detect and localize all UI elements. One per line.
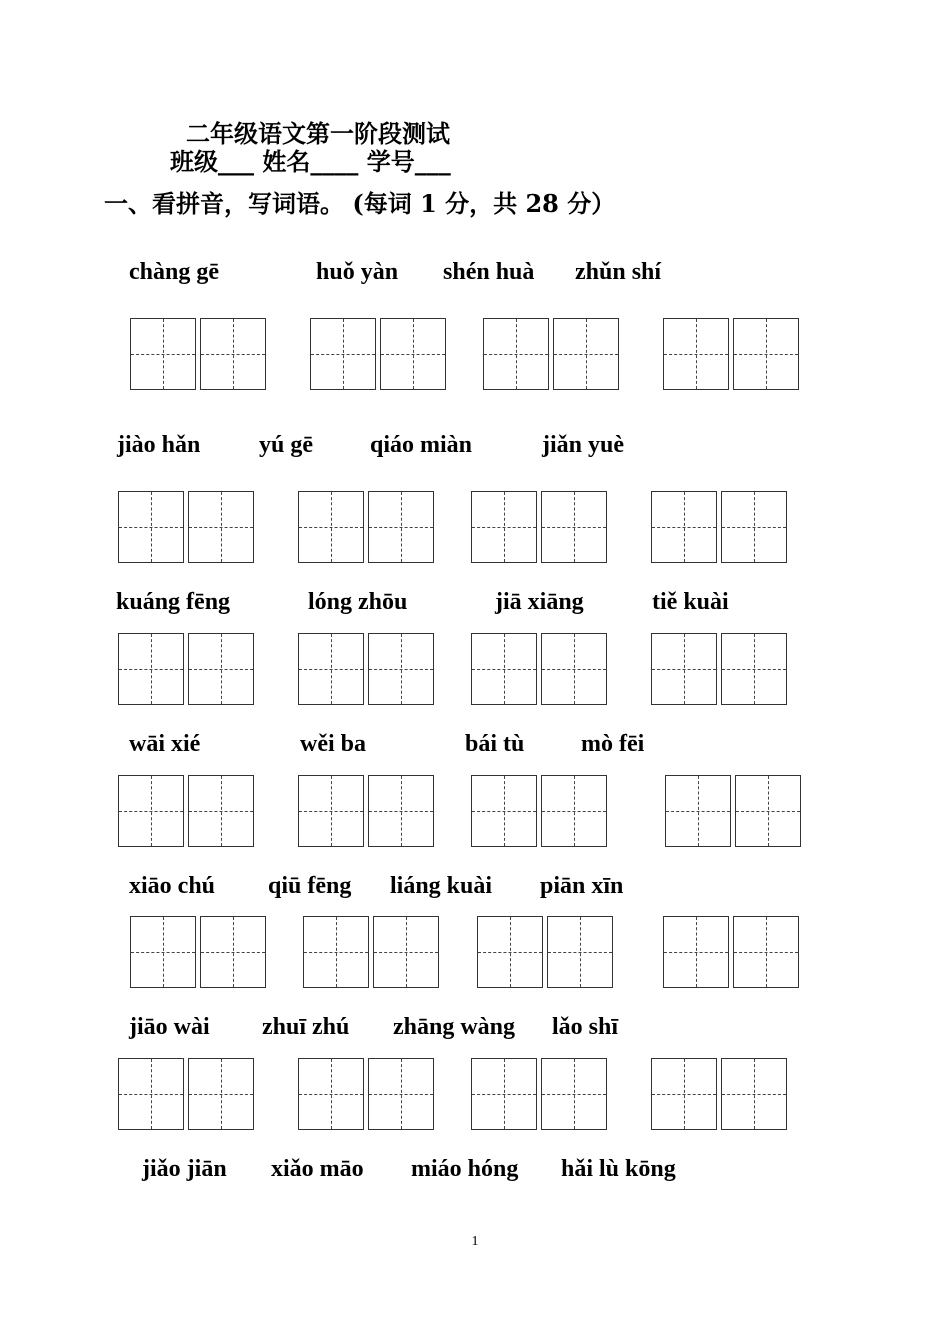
writing-grid-box[interactable] (368, 1058, 434, 1130)
writing-grid-box[interactable] (651, 633, 717, 705)
writing-grid-box[interactable] (541, 491, 607, 563)
pinyin-word: shén huà (443, 259, 535, 285)
writing-grid-box[interactable] (368, 775, 434, 847)
writing-grid-box[interactable] (665, 775, 731, 847)
pinyin-word: wěi ba (300, 731, 366, 757)
pinyin-word: jiāo wài (129, 1014, 210, 1040)
writing-grid-box[interactable] (373, 916, 439, 988)
pinyin-word: bái tù (465, 731, 525, 757)
page-number: 1 (471, 1234, 479, 1249)
pinyin-word: zhǔn shí (575, 259, 662, 285)
writing-grid-box[interactable] (188, 775, 254, 847)
writing-grid-box[interactable] (541, 633, 607, 705)
writing-grid-box[interactable] (553, 318, 619, 390)
page-title: 二年级语文第一阶段测试 (186, 119, 450, 148)
pinyin-word: lóng zhōu (308, 589, 408, 615)
writing-grid-box[interactable] (118, 633, 184, 705)
pinyin-word: zhuī zhú (262, 1014, 350, 1040)
writing-grid-box[interactable] (118, 1058, 184, 1130)
pinyin-word: chàng gē (129, 259, 219, 285)
writing-grid-box[interactable] (471, 491, 537, 563)
writing-grid-box[interactable] (663, 318, 729, 390)
pinyin-word: huǒ yàn (316, 259, 399, 285)
writing-grid-box[interactable] (303, 916, 369, 988)
writing-grid-box[interactable] (298, 491, 364, 563)
writing-grid-box[interactable] (188, 491, 254, 563)
student-info-line (170, 142, 451, 177)
pinyin-word: yú gē (259, 432, 313, 458)
pinyin-word: xiāo chú (129, 873, 216, 899)
pinyin-word: miáo hóng (411, 1156, 519, 1182)
writing-grid-box[interactable] (368, 491, 434, 563)
pinyin-word: jiǎn yuè (542, 432, 625, 458)
writing-grid-box[interactable] (663, 916, 729, 988)
writing-grid-box[interactable] (541, 775, 607, 847)
writing-grid-box[interactable] (651, 1058, 717, 1130)
writing-grid-box[interactable] (471, 1058, 537, 1130)
writing-grid-box[interactable] (733, 916, 799, 988)
number-blank[interactable]: ___ (414, 147, 451, 176)
writing-grid-box[interactable] (471, 633, 537, 705)
pinyin-word: qiáo miàn (370, 432, 473, 458)
number-label: 学号 (366, 147, 415, 176)
writing-grid-box[interactable] (547, 916, 613, 988)
section-heading: 一、看拼音，写词语。 (每词 1 分，共 28 分） (104, 189, 616, 218)
writing-grid-box[interactable] (471, 775, 537, 847)
pinyin-word: kuáng fēng (116, 589, 231, 615)
writing-grid-box[interactable] (368, 633, 434, 705)
pinyin-word: qiū fēng (268, 873, 352, 899)
writing-grid-box[interactable] (735, 775, 801, 847)
writing-grid-box[interactable] (130, 318, 196, 390)
writing-grid-box[interactable] (118, 491, 184, 563)
writing-grid-box[interactable] (188, 1058, 254, 1130)
pinyin-word: xiǎo māo (271, 1156, 364, 1182)
pinyin-word: jiǎo jiān (142, 1156, 227, 1182)
writing-grid-box[interactable] (298, 633, 364, 705)
writing-grid-box[interactable] (310, 318, 376, 390)
pinyin-word: wāi xié (129, 731, 201, 757)
writing-grid-box[interactable] (733, 318, 799, 390)
writing-grid-box[interactable] (130, 916, 196, 988)
pinyin-word: jiào hǎn (117, 432, 201, 458)
writing-grid-box[interactable] (721, 491, 787, 563)
writing-grid-box[interactable] (298, 1058, 364, 1130)
pinyin-word: lǎo shī (552, 1014, 619, 1040)
pinyin-word: liáng kuài (390, 873, 493, 899)
name-label: 姓名 (262, 147, 311, 176)
writing-grid-box[interactable] (541, 1058, 607, 1130)
writing-grid-box[interactable] (721, 1058, 787, 1130)
writing-grid-box[interactable] (200, 916, 266, 988)
pinyin-word: zhāng wàng (393, 1014, 516, 1040)
writing-grid-box[interactable] (118, 775, 184, 847)
writing-grid-box[interactable] (380, 318, 446, 390)
class-label: 班级 (170, 147, 218, 176)
class-blank[interactable]: ___ (218, 147, 254, 176)
writing-grid-box[interactable] (200, 318, 266, 390)
writing-grid-box[interactable] (298, 775, 364, 847)
writing-grid-box[interactable] (651, 491, 717, 563)
writing-grid-box[interactable] (721, 633, 787, 705)
name-blank[interactable]: ____ (310, 147, 359, 176)
writing-grid-box[interactable] (477, 916, 543, 988)
pinyin-word: hǎi lù kōng (561, 1156, 676, 1182)
pinyin-word: piān xīn (540, 873, 624, 899)
pinyin-word: tiě kuài (652, 589, 729, 615)
pinyin-word: mò fēi (581, 731, 645, 757)
writing-grid-box[interactable] (483, 318, 549, 390)
writing-grid-box[interactable] (188, 633, 254, 705)
pinyin-word: jiā xiāng (495, 589, 584, 615)
